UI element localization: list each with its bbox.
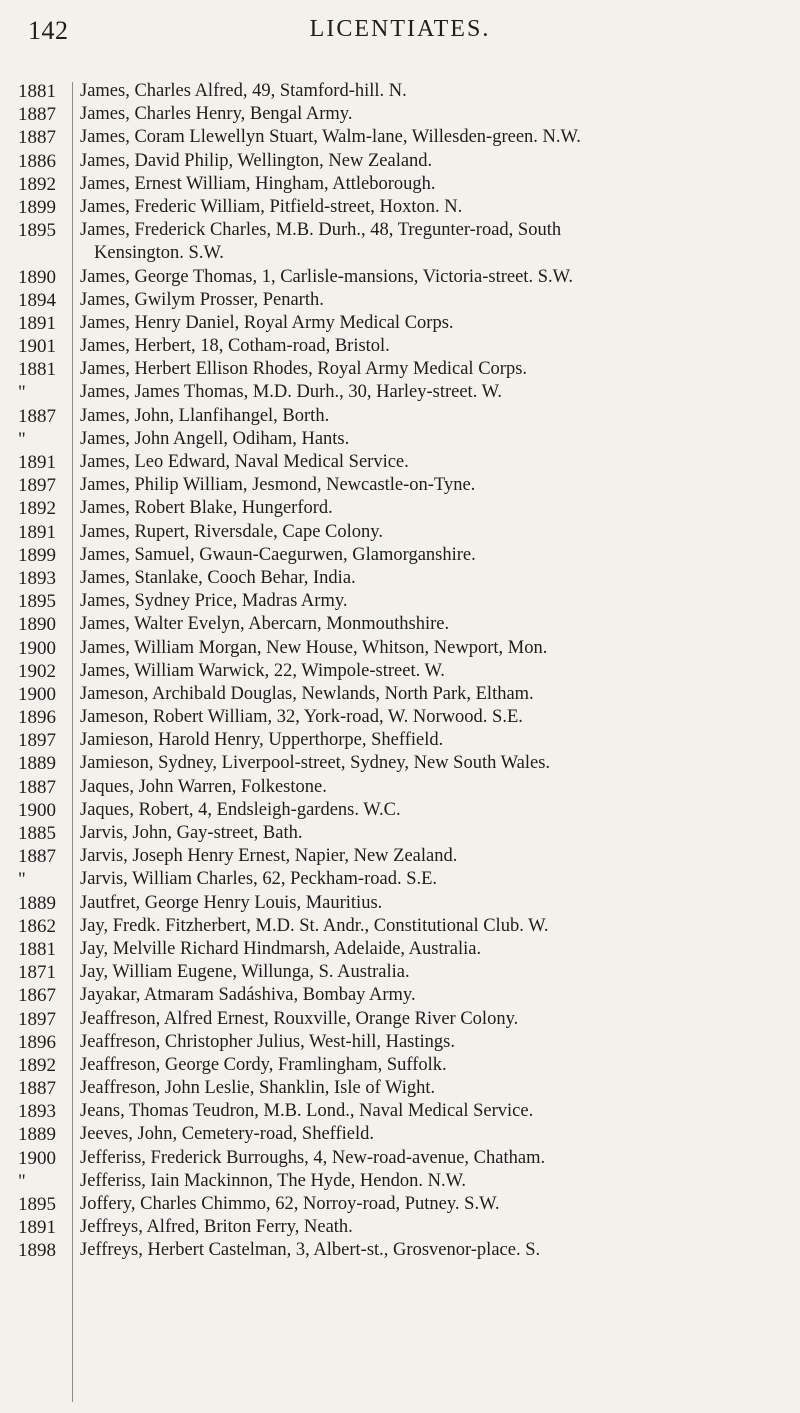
- entry-text: Kensington. S.W.: [94, 243, 224, 264]
- list-item: [0, 521, 800, 544]
- list-item: [0, 451, 800, 474]
- entry-year: 1892: [18, 1054, 56, 1076]
- entry-text: James, Charles Alfred, 49, Stamford-hill. N.: [80, 81, 407, 101]
- list-item: [0, 868, 800, 891]
- list-item: [0, 1239, 800, 1262]
- entry-year: 1891: [18, 1217, 56, 1239]
- entry-year: 1892: [18, 173, 56, 195]
- list-item: [0, 567, 800, 590]
- entry-text: James, Stanlake, Cooch Behar, India.: [80, 567, 356, 588]
- list-item: [0, 544, 800, 567]
- list-item: [0, 915, 800, 938]
- page-number: 142: [28, 16, 69, 45]
- list-item: [0, 1031, 800, 1054]
- entry-year: 1900: [18, 1147, 56, 1169]
- entry-year: 1899: [18, 196, 56, 218]
- entry-text: Jameson, Archibald Douglas, Newlands, North Park, Eltham.: [80, 683, 534, 704]
- entry-year: ": [18, 428, 26, 450]
- entry-year: 1887: [18, 776, 56, 798]
- list-item: [0, 474, 800, 497]
- entry-year: 1891: [18, 521, 56, 543]
- entry-year: 1887: [18, 405, 56, 427]
- entry-text: Jeffreys, Herbert Castelman, 3, Albert-st., Grosvenor-place. S.: [80, 1240, 541, 1261]
- list-item: [0, 590, 800, 613]
- list-item: [0, 1123, 800, 1146]
- list-item: [0, 1100, 800, 1123]
- entry-year: 1895: [18, 1194, 56, 1215]
- list-item: [0, 752, 800, 775]
- entry-text: Jarvis, Joseph Henry Ernest, Napier, New Zealand.: [80, 846, 458, 867]
- list-item: [0, 938, 800, 961]
- entry-text: Jayakar, Atmaram Sadáshiva, Bombay Army.: [80, 985, 416, 1006]
- list-item: [0, 1193, 800, 1216]
- list-item: [0, 405, 800, 428]
- list-item: [0, 660, 800, 683]
- entry-text: Jarvis, John, Gay-street, Bath.: [80, 823, 303, 843]
- entry-text: James, Charles Henry, Bengal Army.: [80, 104, 353, 125]
- entry-year: 1894: [18, 289, 56, 311]
- entry-year: 1891: [18, 312, 56, 334]
- entry-year: 1900: [18, 683, 56, 705]
- entry-text: Jefferiss, Frederick Burroughs, 4, New-road-avenue, Chatham.: [80, 1147, 546, 1168]
- entry-text: James, Herbert, 18, Cotham-road, Bristol.: [80, 336, 390, 357]
- entry-text: James, Frederic William, Pitfield-street, Hoxton. N.: [80, 196, 463, 217]
- entry-text: Jeeves, John, Cemetery-road, Sheffield.: [80, 1124, 375, 1145]
- list-item: [0, 984, 800, 1007]
- entry-year: 1889: [18, 753, 56, 775]
- entry-year: 1867: [18, 985, 56, 1007]
- entry-year: 1899: [18, 544, 56, 566]
- entry-year: ": [18, 1170, 26, 1192]
- entry-text: James, John, Llanfihangel, Borth.: [80, 405, 330, 426]
- entry-text: Jeaffreson, John Leslie, Shanklin, Isle of Wight.: [80, 1078, 436, 1099]
- entry-year: 1893: [18, 1101, 56, 1123]
- entry-text: James, Walter Evelyn, Abercarn, Monmouthshire.: [80, 614, 450, 635]
- list-item: [0, 1170, 800, 1193]
- list-item: [0, 799, 800, 822]
- running-head: LICENTIATES.: [309, 16, 491, 42]
- entry-text: Jeaffreson, Alfred Ernest, Rouxville, Orange River Colony.: [80, 1008, 519, 1029]
- entry-year: 1881: [18, 359, 56, 381]
- entry-year: 1871: [18, 962, 56, 984]
- entry-text: James, Henry Daniel, Royal Army Medical Corps.: [80, 312, 454, 333]
- entry-text: Jeaffreson, George Cordy, Framlingham, Suffolk.: [80, 1054, 447, 1075]
- list-item: [0, 613, 800, 636]
- entry-year: ": [18, 869, 26, 891]
- list-item: [0, 242, 800, 265]
- entry-text: Jay, William Eugene, Willunga, S. Australia.: [80, 962, 410, 983]
- list-item: [0, 776, 800, 799]
- entry-text: James, John Angell, Odiham, Hants.: [80, 428, 350, 449]
- entry-text: Jautfret, George Henry Louis, Mauritius.: [80, 892, 383, 913]
- entry-year: 1900: [18, 799, 56, 821]
- entry-year: 1887: [18, 846, 56, 868]
- entry-year: 1887: [18, 127, 56, 149]
- entry-year: 1887: [18, 1078, 56, 1100]
- entry-text: Jeffreys, Alfred, Briton Ferry, Neath.: [80, 1217, 353, 1238]
- entry-text: Joffery, Charles Chimmo, 62, Norroy-road, Putney. S.W.: [80, 1194, 500, 1214]
- entry-text: James, James Thomas, M.D. Durh., 30, Harley-street. W.: [80, 382, 503, 403]
- entry-year: 1889: [18, 1124, 56, 1146]
- entry-text: Jamieson, Harold Henry, Upperthorpe, Sheffield.: [80, 730, 444, 751]
- list-item: [0, 706, 800, 729]
- entry-text: James, Rupert, Riversdale, Cape Colony.: [80, 521, 383, 542]
- entry-year: 1901: [18, 336, 56, 358]
- entry-text: James, Gwilym Prosser, Penarth.: [80, 289, 324, 310]
- list-item: [0, 845, 800, 868]
- list-item: [0, 80, 800, 103]
- entry-text: James, David Philip, Wellington, New Zealand.: [80, 150, 433, 171]
- entry-text: James, Philip William, Jesmond, Newcastle-on-Tyne.: [80, 475, 476, 496]
- list-item: [0, 358, 800, 381]
- entry-year: 1902: [18, 660, 56, 682]
- list-item: [0, 196, 800, 219]
- list-item: [0, 381, 800, 404]
- entry-text: Jarvis, William Charles, 62, Peckham-road. S.E.: [80, 869, 438, 890]
- entry-year: 1898: [18, 1240, 56, 1262]
- list-item: [0, 126, 800, 149]
- list-item: [0, 150, 800, 173]
- list-item: [0, 892, 800, 915]
- entry-text: James, Coram Llewellyn Stuart, Walm-lane, Willesden-green. N.W.: [80, 127, 581, 148]
- entry-year: 1896: [18, 707, 56, 729]
- list-item: [0, 335, 800, 358]
- page-header: [0, 0, 800, 70]
- entry-text: James, Samuel, Gwaun-Caegurwen, Glamorganshire.: [80, 544, 476, 565]
- entry-text: James, Frederick Charles, M.B. Durh., 48, Tregunter-road, South: [80, 220, 562, 241]
- entry-text: James, Leo Edward, Naval Medical Service.: [80, 452, 409, 472]
- list-item: [0, 428, 800, 451]
- entry-year: 1891: [18, 452, 56, 473]
- list-item: [0, 173, 800, 196]
- entry-year: 1887: [18, 104, 56, 126]
- entry-year: 1885: [18, 823, 56, 844]
- list-item: [0, 289, 800, 312]
- entry-text: Jay, Melville Richard Hindmarsh, Adelaide, Australia.: [80, 938, 482, 959]
- list-item: [0, 219, 800, 242]
- list-item: [0, 1008, 800, 1031]
- entry-text: Jameson, Robert William, 32, York-road, W. Norwood. S.E.: [80, 707, 523, 728]
- entry-text: James, Robert Blake, Hungerford.: [80, 498, 333, 519]
- entry-year: 1892: [18, 498, 56, 520]
- list-item: [0, 729, 800, 752]
- entry-text: James, George Thomas, 1, Carlisle-mansions, Victoria-street. S.W.: [80, 266, 573, 287]
- entry-text: Jay, Fredk. Fitzherbert, M.D. St. Andr., Constitutional Club. W.: [80, 915, 549, 936]
- list-item: [0, 312, 800, 335]
- entry-year: 1893: [18, 567, 56, 589]
- licentiate-list: [0, 80, 800, 1263]
- entry-year: 1897: [18, 730, 56, 752]
- list-item: [0, 961, 800, 984]
- entry-year: 1895: [18, 220, 56, 242]
- entry-year: 1886: [18, 150, 56, 172]
- entry-text: James, Ernest William, Hingham, Attleborough.: [80, 173, 436, 194]
- entry-year: 1896: [18, 1031, 56, 1053]
- entry-year: ": [18, 382, 26, 404]
- entry-text: Jefferiss, Iain Mackinnon, The Hyde, Hendon. N.W.: [80, 1170, 467, 1191]
- entry-year: 1900: [18, 637, 56, 659]
- entry-text: Jaques, Robert, 4, Endsleigh-gardens. W.C.: [80, 799, 401, 820]
- entry-year: 1897: [18, 1008, 56, 1030]
- entry-text: Jeaffreson, Christopher Julius, West-hill, Hastings.: [80, 1031, 455, 1052]
- entry-text: James, Sydney Price, Madras Army.: [80, 591, 348, 612]
- entry-text: Jamieson, Sydney, Liverpool-street, Sydney, New South Wales.: [80, 753, 551, 774]
- list-item: [0, 1077, 800, 1100]
- list-item: [0, 683, 800, 706]
- list-item: [0, 1147, 800, 1170]
- list-item: [0, 637, 800, 660]
- entry-year: 1862: [18, 915, 56, 937]
- entry-year: 1895: [18, 591, 56, 613]
- entry-year: 1897: [18, 475, 56, 497]
- entry-year: 1890: [18, 614, 56, 636]
- entry-text: James, William Warwick, 22, Wimpole-street. W.: [80, 660, 445, 681]
- entry-text: Jaques, John Warren, Folkestone.: [80, 776, 327, 797]
- entry-text: Jeans, Thomas Teudron, M.B. Lond., Naval Medical Service.: [80, 1101, 534, 1122]
- entry-year: 1881: [18, 81, 56, 102]
- list-item: [0, 822, 800, 845]
- list-item: [0, 497, 800, 520]
- list-item: [0, 1216, 800, 1239]
- list-item: [0, 266, 800, 289]
- entry-year: 1889: [18, 892, 56, 914]
- entry-year: 1881: [18, 938, 56, 960]
- list-item: [0, 103, 800, 126]
- list-item: [0, 1054, 800, 1077]
- entry-year: 1890: [18, 266, 56, 288]
- entry-text: James, William Morgan, New House, Whitson, Newport, Mon.: [80, 637, 548, 658]
- entry-text: James, Herbert Ellison Rhodes, Royal Army Medical Corps.: [80, 359, 528, 380]
